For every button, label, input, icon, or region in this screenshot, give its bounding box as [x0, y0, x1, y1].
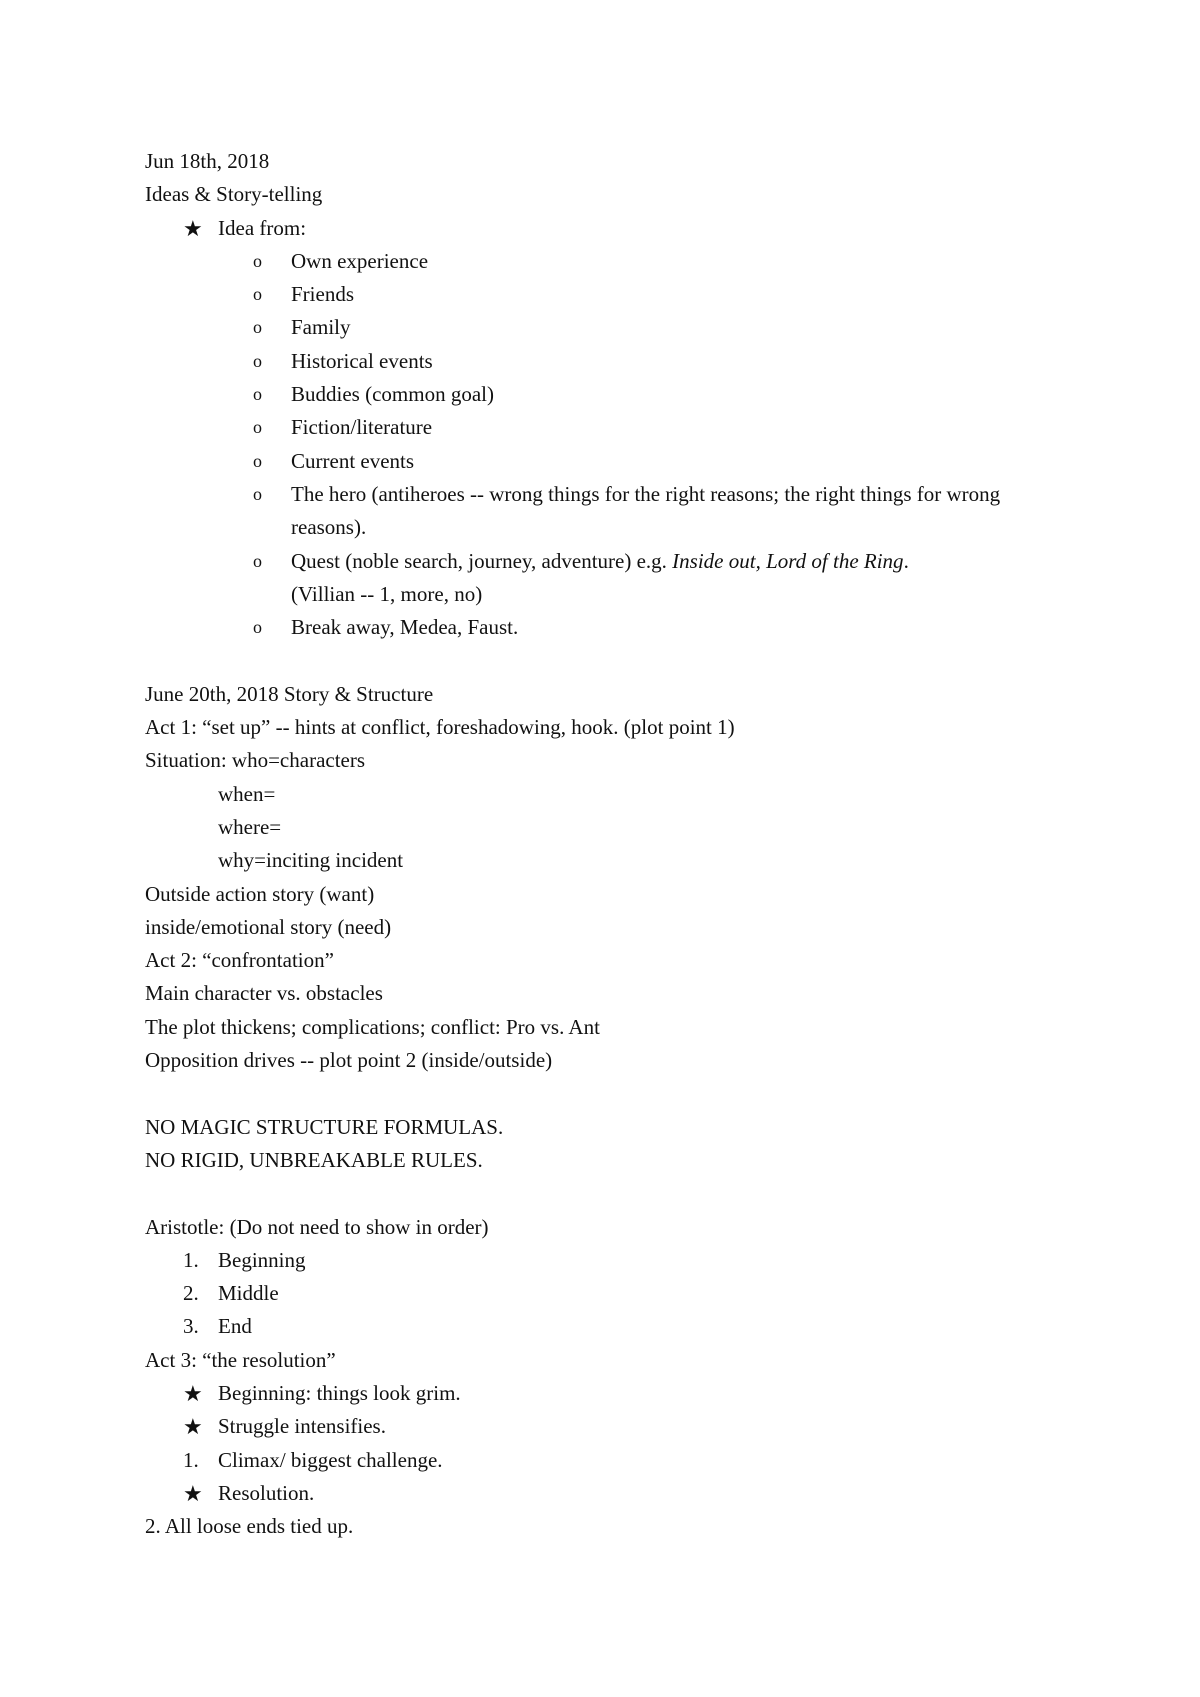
list-item-text: Family [291, 315, 351, 340]
list-item [145, 378, 1075, 411]
star-bullet-icon: ★ [183, 1380, 203, 1406]
quest-text: Quest (noble search, journey, adventure) e.g. [291, 548, 673, 573]
circle-bullet-icon: o [253, 384, 262, 405]
quest-separator: , [755, 548, 767, 573]
star-bullet-icon: ★ [183, 215, 203, 241]
list-item-quest [145, 545, 1075, 612]
list-item-text: Resolution. [218, 1480, 315, 1505]
list-item [145, 611, 1075, 644]
list-item [145, 278, 1075, 311]
list-item-text: End [218, 1314, 252, 1339]
circle-bullet-icon: o [253, 617, 262, 638]
list-item-text: The hero (antiheroes -- wrong things for the right reasons; the right things for wrong reasons). [291, 481, 1001, 540]
aristotle-line: Aristotle: (Do not need to show in order) [145, 1214, 489, 1239]
number-marker: 3. [183, 1314, 199, 1339]
star-bullet-icon: ★ [183, 1414, 203, 1440]
spacer [145, 1077, 1075, 1110]
star-bullet-icon: ★ [183, 1480, 203, 1506]
list-item-text: Struggle intensifies. [218, 1414, 386, 1439]
list-item [145, 411, 1075, 444]
circle-bullet-icon: o [253, 350, 262, 371]
no-rigid-line: NO RIGID, UNBREAKABLE RULES. [145, 1147, 483, 1172]
list-item-text: Current events [291, 448, 415, 473]
loose-ends-line: 2. All loose ends tied up. [145, 1514, 354, 1539]
number-marker: 1. [183, 1447, 199, 1472]
circle-bullet-icon: o [253, 417, 262, 438]
where-line: where= [218, 814, 282, 839]
circle-bullet-icon: o [253, 483, 262, 504]
plot-thickens-line: The plot thickens; complications; conflict: Pro vs. Ant [145, 1014, 600, 1039]
numbered-item [145, 1244, 1075, 1277]
number-marker: 1. [183, 1247, 199, 1272]
quest-title-a: Inside out [672, 548, 756, 573]
notes-body [145, 145, 1075, 1543]
inside-story-line: inside/emotional story (need) [145, 914, 392, 939]
situation-line: Situation: who=characters [145, 748, 366, 773]
quest-title-b: Lord of the Ring [766, 548, 904, 573]
spacer [145, 1177, 1075, 1210]
when-line: when= [218, 781, 276, 806]
why-line: why=inciting incident [218, 848, 404, 873]
list-item-text: Idea from: [218, 215, 307, 240]
list-item [145, 311, 1075, 344]
date-heading-2: June 20th, 2018 Story & Structure [145, 681, 434, 706]
numbered-item [145, 1310, 1075, 1343]
date-heading-1: Jun 18th, 2018 [145, 149, 270, 173]
no-magic-line: NO MAGIC STRUCTURE FORMULAS. [145, 1114, 504, 1139]
list-item-text: Beginning: things look grim. [218, 1380, 461, 1405]
circle-bullet-icon: o [253, 550, 262, 571]
opposition-line: Opposition drives -- plot point 2 (inside/outside) [145, 1048, 553, 1073]
list-item [145, 445, 1075, 478]
act2-line: Act 2: “confrontation” [145, 948, 334, 973]
quest-suffix: . [903, 548, 909, 573]
quest-villian-note: (Villian -- 1, more, no) [291, 581, 483, 606]
list-item-text: Own experience [291, 248, 429, 273]
circle-bullet-icon: o [253, 317, 262, 338]
list-item [145, 1477, 1075, 1510]
list-item [145, 478, 1075, 545]
list-item-text: Friends [291, 282, 354, 307]
list-item-text: Fiction/literature [291, 415, 433, 440]
numbered-item [145, 1444, 1075, 1477]
act3-line: Act 3: “the resolution” [145, 1347, 336, 1372]
act1-line: Act 1: “set up” -- hints at conflict, foreshadowing, hook. (plot point 1) [145, 715, 735, 740]
list-item-text: Buddies (common goal) [291, 382, 494, 407]
main-character-line: Main character vs. obstacles [145, 981, 383, 1006]
spacer [145, 644, 1075, 677]
list-item-text: Climax/ biggest challenge. [218, 1447, 443, 1472]
list-item [145, 1410, 1075, 1443]
list-item-idea-from [145, 212, 1075, 245]
number-marker: 2. [183, 1281, 199, 1306]
outside-story-line: Outside action story (want) [145, 881, 375, 906]
numbered-item [145, 1277, 1075, 1310]
section-title-ideas: Ideas & Story-telling [145, 182, 323, 207]
circle-bullet-icon: o [253, 250, 262, 271]
list-item-text: Break away, Medea, Faust. [291, 615, 519, 640]
list-item-text: Middle [218, 1281, 279, 1306]
list-item-text: Historical events [291, 348, 433, 373]
circle-bullet-icon: o [253, 450, 262, 471]
list-item-text: Beginning [218, 1247, 306, 1272]
list-item [145, 245, 1075, 278]
circle-bullet-icon: o [253, 284, 262, 305]
list-item [145, 1377, 1075, 1410]
list-item [145, 345, 1075, 378]
